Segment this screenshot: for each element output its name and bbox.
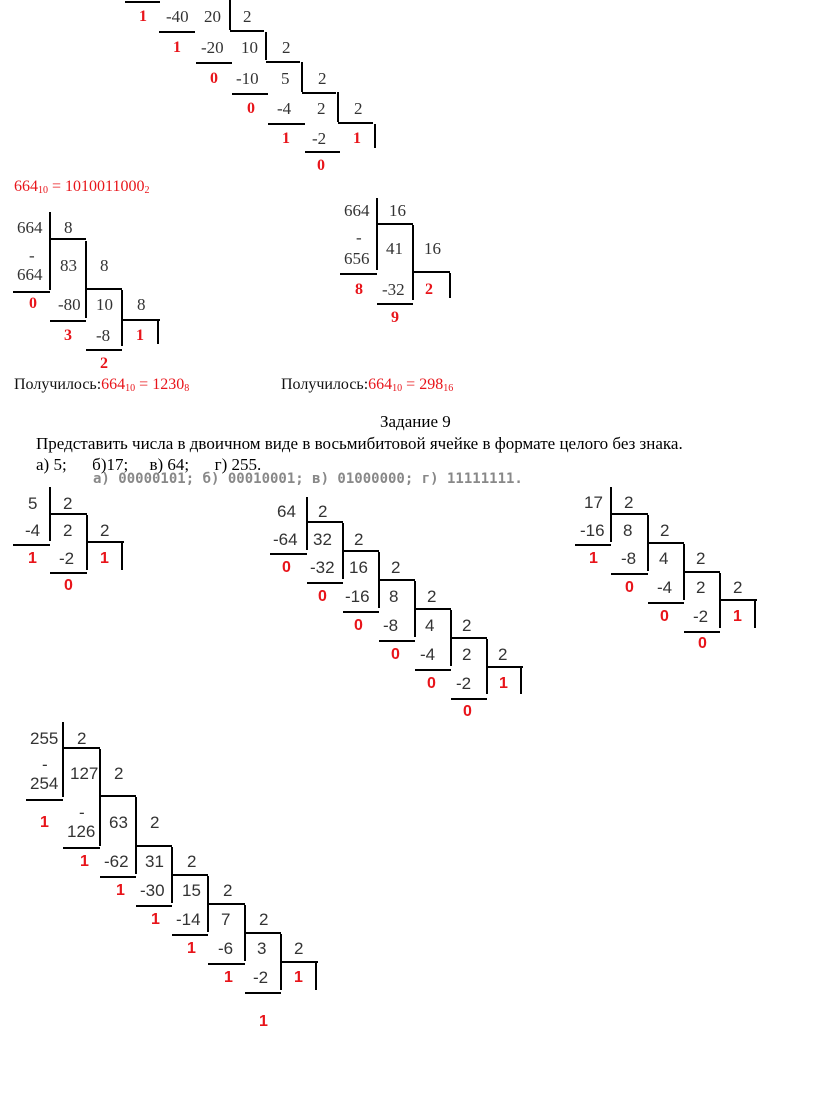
divisor: 2 bbox=[318, 69, 327, 88]
subtrahend: -14 bbox=[176, 910, 201, 929]
remainder: 0 bbox=[317, 157, 325, 174]
divisor: 16 bbox=[424, 239, 441, 258]
last-quotient: 1 bbox=[100, 550, 109, 567]
dividend: 664 bbox=[344, 201, 370, 220]
divisor: 2 bbox=[354, 530, 364, 549]
divisor: 2 bbox=[294, 939, 304, 958]
subtrahend: -4 bbox=[25, 521, 41, 540]
subtrahend: -40 bbox=[166, 7, 189, 26]
divisor: 8 bbox=[64, 218, 73, 237]
remainder: 1 bbox=[151, 911, 160, 928]
remainder: 2 bbox=[100, 355, 108, 372]
quotient: 16 bbox=[349, 558, 368, 577]
subtrahend: -32 bbox=[310, 558, 335, 577]
quotient: 2 bbox=[317, 99, 326, 118]
remainder: 1 bbox=[139, 8, 147, 25]
subtrahend: -8 bbox=[383, 616, 399, 635]
remainder: 1 bbox=[173, 39, 181, 56]
remainder: 0 bbox=[64, 577, 73, 594]
last-quotient: 1 bbox=[733, 608, 742, 625]
quotient: 10 bbox=[241, 38, 258, 57]
remainder: 0 bbox=[354, 617, 363, 634]
quotient: 127 bbox=[70, 764, 99, 783]
remainder: 0 bbox=[247, 100, 255, 117]
subtrahend: -4 bbox=[277, 99, 292, 118]
divisor: 2 bbox=[498, 645, 508, 664]
task-text: Представить числа в двоичном виде в восьмибитовой ячейке в формате целого без знака. bbox=[36, 434, 683, 453]
number: 664 bbox=[101, 376, 126, 393]
divisor: 2 bbox=[243, 7, 252, 26]
remainder: 0 bbox=[698, 635, 707, 652]
quotient: 32 bbox=[313, 530, 332, 549]
remainder: 1 bbox=[116, 882, 125, 899]
base: 10 bbox=[392, 383, 403, 394]
minus: - bbox=[29, 246, 35, 265]
quotient: 2 bbox=[696, 578, 706, 597]
quotient: 15 bbox=[182, 881, 201, 900]
divisor: 8 bbox=[100, 256, 109, 275]
last-quotient: 1 bbox=[353, 130, 361, 147]
remainder: 9 bbox=[391, 309, 399, 326]
remainder: 1 bbox=[187, 940, 196, 957]
remainder: 1 bbox=[259, 1013, 268, 1030]
subtrahend: -8 bbox=[621, 549, 637, 568]
last-quotient: 2 bbox=[425, 281, 433, 298]
number: 664 bbox=[14, 178, 38, 195]
divisor: 2 bbox=[624, 493, 634, 512]
subtrahend: 126 bbox=[67, 822, 96, 841]
minus: - bbox=[356, 228, 362, 247]
remainder: 1 bbox=[28, 550, 37, 567]
remainder: 0 bbox=[463, 703, 472, 720]
divisor: 2 bbox=[77, 729, 87, 748]
subtrahend: -30 bbox=[140, 881, 165, 900]
divisor: 2 bbox=[354, 99, 363, 118]
remainder: 0 bbox=[210, 70, 218, 87]
divisor: 2 bbox=[114, 764, 124, 783]
divisor: 2 bbox=[391, 558, 401, 577]
last-quotient: 1 bbox=[294, 969, 303, 986]
result-base: 2 bbox=[144, 185, 150, 196]
last-quotient: 1 bbox=[499, 675, 508, 692]
divisor: 2 bbox=[660, 521, 670, 540]
quotient: 8 bbox=[389, 587, 399, 606]
equals: = bbox=[48, 178, 66, 195]
quotient: 20 bbox=[204, 7, 221, 26]
subtrahend: -10 bbox=[236, 69, 259, 88]
subtrahend: -16 bbox=[345, 587, 370, 606]
remainder: 0 bbox=[660, 608, 669, 625]
equals: = bbox=[402, 376, 420, 393]
remainder: 1 bbox=[80, 853, 89, 870]
remainder: 0 bbox=[29, 295, 37, 312]
divisor: 2 bbox=[696, 549, 706, 568]
subtrahend: -2 bbox=[456, 674, 472, 693]
subtrahend: -6 bbox=[218, 939, 234, 958]
remainder: 0 bbox=[427, 675, 436, 692]
subtrahend: -2 bbox=[59, 549, 75, 568]
quotient: 31 bbox=[145, 852, 164, 871]
base: 10 bbox=[38, 185, 48, 196]
number: 664 bbox=[368, 376, 393, 393]
dividend: 17 bbox=[584, 493, 603, 512]
remainder: 8 bbox=[355, 281, 363, 298]
dividend: 664 bbox=[17, 218, 43, 237]
minus: - bbox=[42, 755, 48, 774]
quotient: 2 bbox=[462, 645, 472, 664]
result-base: 8 bbox=[184, 383, 190, 394]
result: 1010011000 bbox=[65, 178, 145, 195]
subtrahend: -8 bbox=[96, 326, 111, 345]
divisor: 2 bbox=[282, 38, 291, 57]
result: 298 bbox=[419, 376, 444, 393]
remainder: 0 bbox=[318, 588, 327, 605]
quotient: 3 bbox=[257, 939, 267, 958]
dividend: 255 bbox=[30, 729, 59, 748]
divisor: 2 bbox=[427, 587, 437, 606]
divisor: 2 bbox=[223, 881, 233, 900]
divisor: 2 bbox=[733, 578, 743, 597]
subtrahend: 254 bbox=[30, 774, 59, 793]
remainder: 1 bbox=[224, 969, 233, 986]
subtrahend: -4 bbox=[657, 578, 673, 597]
divisor: 16 bbox=[389, 201, 406, 220]
divisor: 2 bbox=[259, 910, 269, 929]
quotient: 63 bbox=[109, 813, 128, 832]
divisor: 2 bbox=[187, 852, 197, 871]
divisor: 8 bbox=[137, 295, 146, 314]
result-base: 16 bbox=[443, 383, 454, 394]
last-quotient: 1 bbox=[136, 327, 144, 344]
quotient: 10 bbox=[96, 295, 113, 314]
quotient: 8 bbox=[623, 521, 633, 540]
divisor: 2 bbox=[63, 494, 73, 513]
subtrahend: -2 bbox=[312, 129, 327, 148]
remainder: 0 bbox=[282, 559, 291, 576]
remainder: 0 bbox=[625, 579, 634, 596]
divisor: 2 bbox=[462, 616, 472, 635]
task-title: Задание 9 bbox=[380, 412, 451, 431]
divisor: 2 bbox=[100, 521, 110, 540]
subtrahend: -80 bbox=[58, 295, 81, 314]
subtrahend: -64 bbox=[273, 530, 298, 549]
quotient: 2 bbox=[63, 521, 73, 540]
result-label: Получилось: bbox=[281, 376, 369, 393]
subtrahend: -32 bbox=[382, 280, 405, 299]
divisor: 2 bbox=[318, 502, 328, 521]
quotient: 4 bbox=[425, 616, 435, 635]
dividend: 64 bbox=[277, 502, 296, 521]
subtrahend: -16 bbox=[580, 521, 605, 540]
remainder: 3 bbox=[64, 327, 72, 344]
minus: - bbox=[79, 803, 85, 822]
quotient: 83 bbox=[60, 256, 77, 275]
equals: = bbox=[135, 376, 153, 393]
remainder: 1 bbox=[282, 130, 290, 147]
subtrahend: -2 bbox=[693, 607, 709, 626]
subtrahend: -2 bbox=[253, 968, 269, 987]
subtrahend: 664 bbox=[17, 265, 43, 284]
task-answer: а) 00000101; б) 00010001; в) 01000000; г) 11111111. bbox=[93, 471, 523, 487]
quotient: 5 bbox=[281, 69, 290, 88]
subtrahend: 656 bbox=[344, 249, 370, 268]
remainder: 0 bbox=[391, 646, 400, 663]
subtrahend: -20 bbox=[201, 38, 224, 57]
subtrahend: -4 bbox=[420, 645, 436, 664]
dividend: 5 bbox=[28, 494, 38, 513]
base: 10 bbox=[125, 383, 136, 394]
quotient: 7 bbox=[221, 910, 231, 929]
result-label: Получилось: bbox=[14, 376, 102, 393]
task-items: а) 5; б)17; в) 64; г) 255. bbox=[36, 455, 262, 474]
quotient: 4 bbox=[659, 549, 669, 568]
remainder: 1 bbox=[40, 814, 49, 831]
subtrahend: -62 bbox=[104, 852, 129, 871]
divisor: 2 bbox=[150, 813, 160, 832]
result: 1230 bbox=[152, 376, 185, 393]
quotient: 41 bbox=[386, 239, 403, 258]
remainder: 1 bbox=[589, 550, 598, 567]
